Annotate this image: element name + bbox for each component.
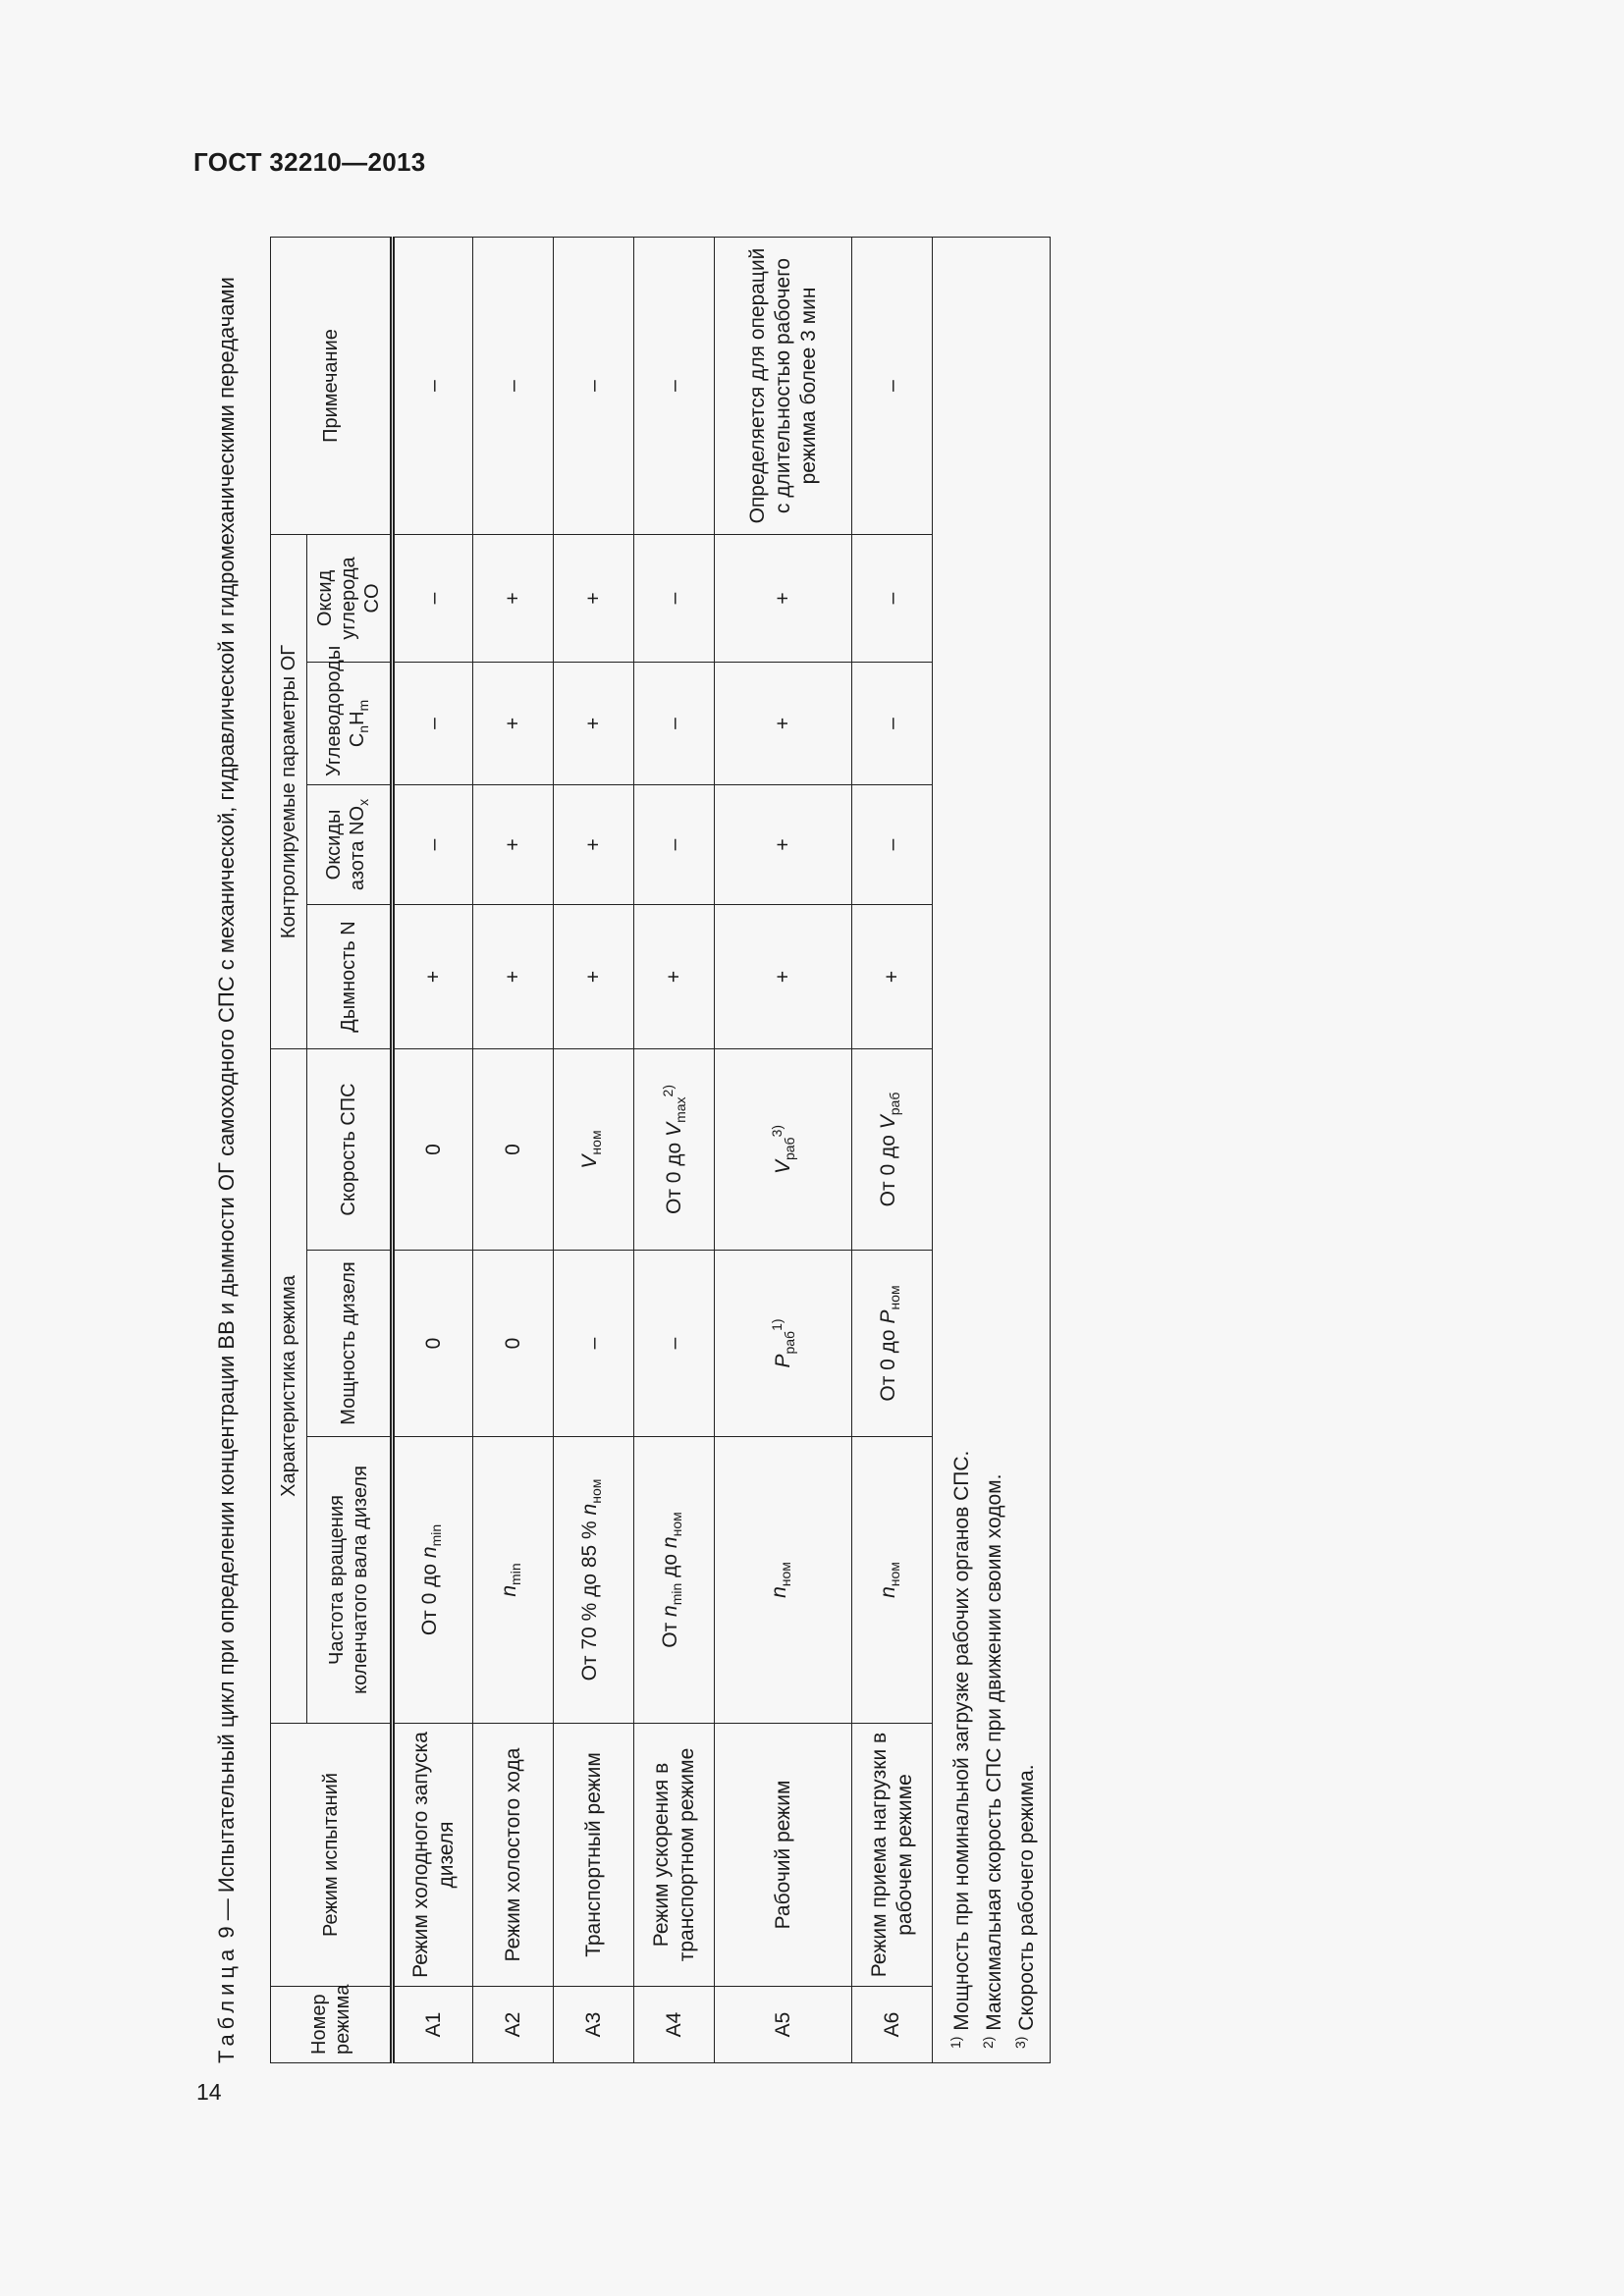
cell-speed: 0 [393, 1048, 473, 1250]
cell-co: + [473, 534, 554, 662]
col-co-header: Оксид углерода CO [307, 534, 393, 662]
cell-rpm: $n_{ном}$ [852, 1437, 933, 1724]
footnote-text: Мощность при номинальной загрузке рабочих органов СПС. [950, 1450, 973, 2037]
cell-nox: – [634, 784, 715, 904]
cell-rpm: От 0 до $n_{min}$ [393, 1437, 473, 1724]
footnotes-row [933, 237, 1051, 2062]
cell-number: А5 [715, 1987, 852, 2063]
footnotes-list [943, 251, 1040, 2049]
table-body [393, 237, 933, 2062]
cell-note: – [393, 237, 473, 534]
cell-speed: От 0 до $V_{раб}$ [852, 1048, 933, 1250]
cell-hc: – [634, 662, 715, 784]
footnote [975, 251, 1007, 2049]
cell-smoke: + [393, 904, 473, 1048]
col-speed-header: Скорость СПС [307, 1048, 393, 1250]
page-number: 14 [196, 2079, 222, 2105]
col-rpm-header: Частота вращения коленчатого вала дизеля [307, 1437, 393, 1724]
cell-hc: + [473, 662, 554, 784]
col-nox-header: Оксиды азота $NO_x$ [307, 784, 393, 904]
cell-speed: $V_{ном}$ [554, 1048, 634, 1250]
footnote [1007, 251, 1040, 2049]
col-mode-header: Режим испытаний [271, 1724, 393, 1987]
cell-speed: $V_{раб}^{3)}$ [715, 1048, 852, 1250]
col-note-header: Примечание [271, 237, 393, 534]
cell-note: – [852, 237, 933, 534]
cell-power: 0 [393, 1251, 473, 1437]
footnote-text: Максимальная скорость СПС при движении своим ходом. [983, 1473, 1005, 2037]
footnote-text: Скорость рабочего режима. [1015, 1764, 1038, 2037]
cell-co: – [393, 534, 473, 662]
caption-text: 9 — Испытательный цикл при определении концентрации ВВ и дымности ОГ самоходного СПС с механической, гидравлической и гидромеханическими передачами [214, 277, 239, 1945]
cell-mode: Режим приема нагрузки в рабочем режиме [852, 1724, 933, 1987]
cell-note: – [554, 237, 634, 534]
footnote-mark: 3) [1012, 2036, 1028, 2049]
cell-note: – [473, 237, 554, 534]
col-number-header: Номер режима [271, 1987, 393, 2063]
footnotes-cell [933, 237, 1051, 2062]
cell-nox: – [393, 784, 473, 904]
cell-nox: + [473, 784, 554, 904]
cell-power: – [554, 1251, 634, 1437]
cell-rpm: От 70 % до 85 % $n_{ном}$ [554, 1437, 634, 1724]
col-group-characteristics-header: Характеристика режима [271, 1048, 307, 1723]
cell-co: – [852, 534, 933, 662]
table-row [393, 237, 473, 2062]
table-row [852, 237, 933, 2062]
cell-nox: + [554, 784, 634, 904]
col-smoke-header: Дымность N [307, 904, 393, 1048]
table-row [473, 237, 554, 2062]
cell-speed: 0 [473, 1048, 554, 1250]
cell-smoke: + [852, 904, 933, 1048]
rotated-table-block [193, 228, 1146, 2063]
cell-hc: – [852, 662, 933, 784]
cell-co: + [554, 534, 634, 662]
cell-co: – [634, 534, 715, 662]
cell-mode: Рабочий режим [715, 1724, 852, 1987]
cell-power: 0 [473, 1251, 554, 1437]
cell-mode: Режим холостого хода [473, 1724, 554, 1987]
test-cycle-table [270, 237, 1051, 2063]
cell-co: + [715, 534, 852, 662]
cell-mode: Транспортный режим [554, 1724, 634, 1987]
col-group-params-header: Контролируемые параметры ОГ [271, 534, 307, 1048]
cell-number: А1 [393, 1987, 473, 2063]
cell-rpm: От $n_{min}$ до $n_{ном}$ [634, 1437, 715, 1724]
cell-power: – [634, 1251, 715, 1437]
cell-hc: + [715, 662, 852, 784]
cell-number: А2 [473, 1987, 554, 2063]
cell-mode: Режим холодного запуска дизеля [393, 1724, 473, 1987]
cell-nox: – [852, 784, 933, 904]
cell-hc: + [554, 662, 634, 784]
col-hc-header: Углеводороды $C_nH_m$ [307, 662, 393, 784]
footnote-mark: 1) [947, 2036, 963, 2049]
cell-number: А3 [554, 1987, 634, 2063]
cell-rpm: $n_{min}$ [473, 1437, 554, 1724]
cell-number: А6 [852, 1987, 933, 2063]
footnote [943, 251, 975, 2049]
cell-power: $P_{раб}^{1)}$ [715, 1251, 852, 1437]
cell-smoke: + [715, 904, 852, 1048]
cell-smoke: + [634, 904, 715, 1048]
table-row [715, 237, 852, 2062]
footnote-mark: 2) [980, 2036, 996, 2049]
caption-label: Таблица [214, 1944, 239, 2063]
cell-speed: От 0 до $V_{max}^{2)}$ [634, 1048, 715, 1250]
cell-smoke: + [473, 904, 554, 1048]
col-power-header: Мощность дизеля [307, 1251, 393, 1437]
cell-rpm: $n_{ном}$ [715, 1437, 852, 1724]
cell-note: Определяется для операций с длительностью рабочего режима более 3 мин [715, 237, 852, 534]
table-row [634, 237, 715, 2062]
cell-nox: + [715, 784, 852, 904]
cell-hc: – [393, 662, 473, 784]
cell-mode: Режим ускорения в транспортном режиме [634, 1724, 715, 1987]
table-caption [213, 257, 240, 2063]
table-row [554, 237, 634, 2062]
cell-note: – [634, 237, 715, 534]
cell-number: А4 [634, 1987, 715, 2063]
document-header: ГОСТ 32210—2013 [193, 147, 426, 177]
cell-power: От 0 до $P_{ном}$ [852, 1251, 933, 1437]
table-header-row-1 [271, 237, 307, 2062]
cell-smoke: + [554, 904, 634, 1048]
